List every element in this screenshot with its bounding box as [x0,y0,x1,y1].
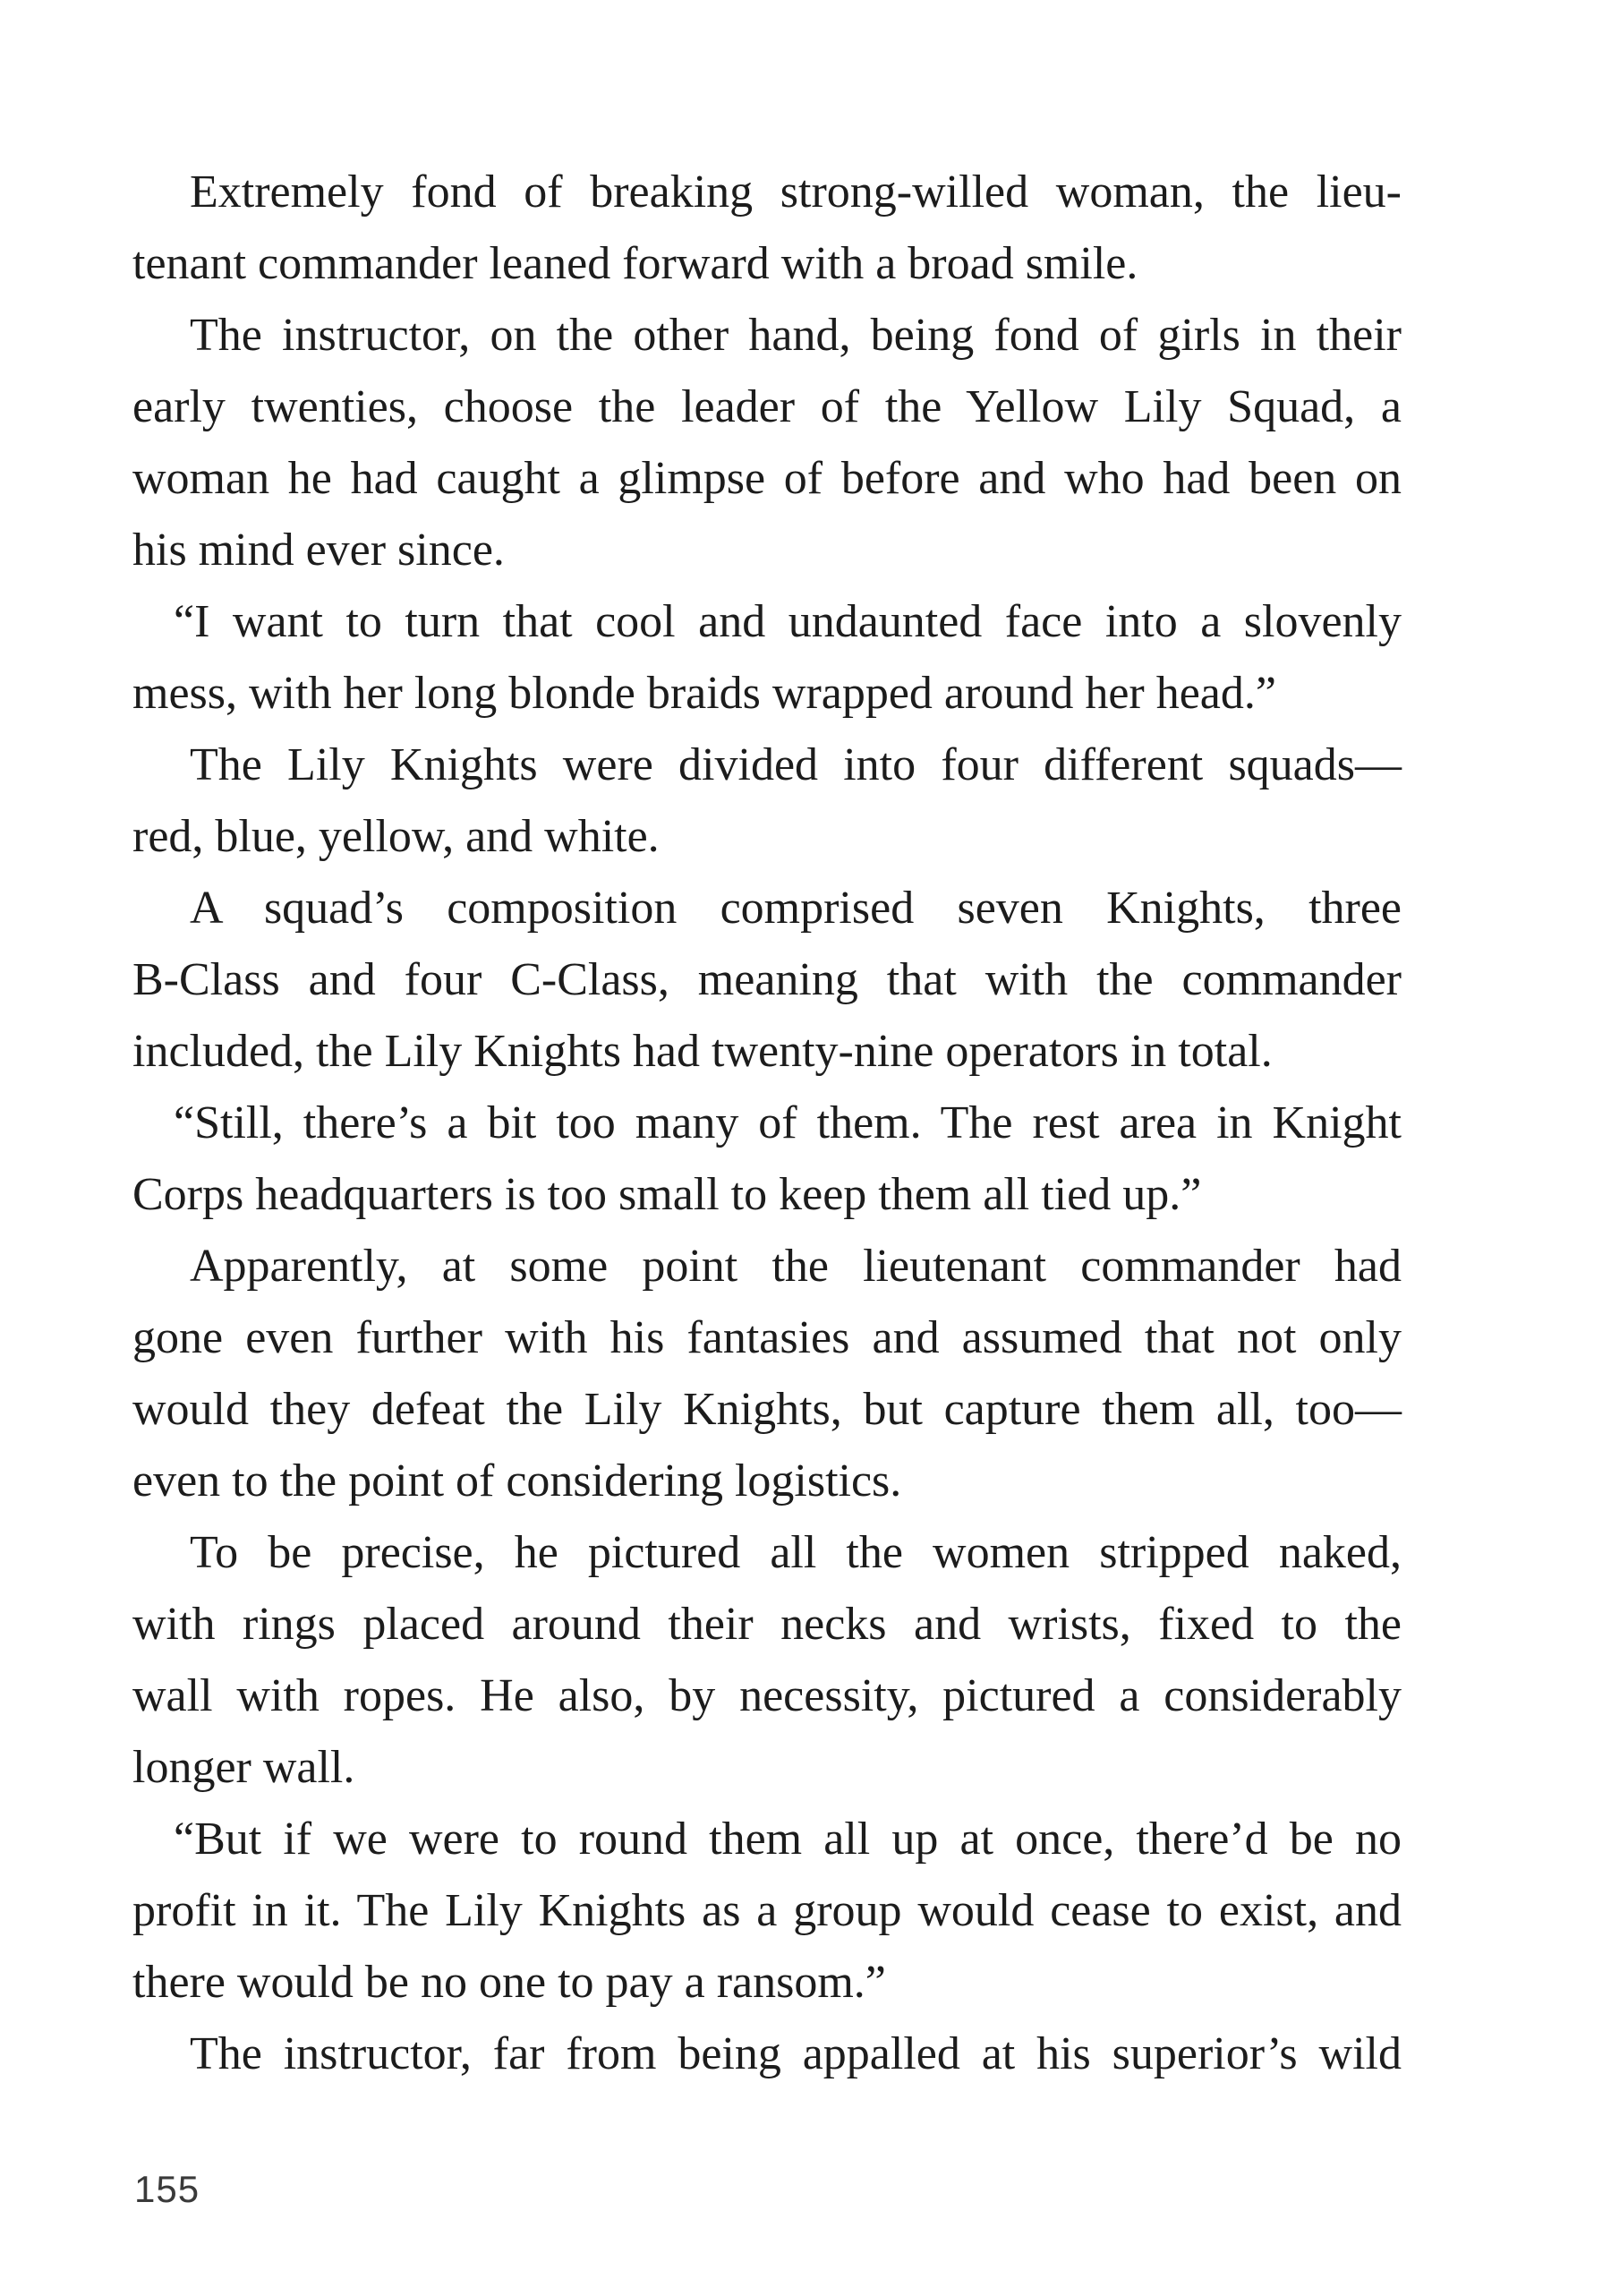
text-line: would they defeat the Lily Knights, but capture them all, too— [132,1384,1402,1435]
text-line: wall with ropes. He also, by necessity, pictured a considerably [132,1670,1402,1721]
text-line: even to the point of considering logistics. [132,1455,902,1506]
text-line: red, blue, yellow, and white. [132,811,660,862]
text-line: A squad’s composition comprised seven Knights, three [190,883,1402,934]
text-line: Apparently, at some point the lieutenant commander had [190,1241,1402,1292]
page-number: 155 [134,2168,200,2210]
text-line: “But if we were to round them all up at once, there’d be no [174,1814,1402,1865]
text-line: “I want to turn that cool and undaunted face into a slovenly [174,596,1402,647]
text-line: included, the Lily Knights had twenty-nine operators in total. [132,1026,1273,1077]
text-line: there would be no one to pay a ransom.” [132,1957,886,2008]
text-line: early twenties, choose the leader of the Yellow Lily Squad, a [132,381,1402,432]
text-line: The instructor, far from being appalled at his superior’s wild [190,2028,1402,2079]
text-line: gone even further with his fantasies and assumed that not only [132,1312,1402,1363]
text-line: with rings placed around their necks and wrists, fixed to the [132,1599,1402,1650]
text-line: B-Class and four C-Class, meaning that with the commander [132,954,1402,1005]
text-line: tenant commander leaned forward with a broad smile. [132,238,1138,289]
text-line: The instructor, on the other hand, being fond of girls in their [190,310,1402,361]
text-line: To be precise, he pictured all the women stripped naked, [190,1527,1402,1578]
text-line: woman he had caught a glimpse of before and who had been on [132,453,1402,504]
body-text [132,157,1402,2090]
text-line: “Still, there’s a bit too many of them. The rest area in Knight [174,1097,1402,1148]
text-line: mess, with her long blonde braids wrapped around her head.” [132,668,1276,719]
text-line: his mind ever since. [132,525,505,576]
text-line: longer wall. [132,1742,355,1793]
text-line: Corps headquarters is too small to keep them all tied up.” [132,1169,1202,1220]
text-line: The Lily Knights were divided into four different squads— [190,739,1402,790]
text-line: Extremely fond of breaking strong-willed woman, the lieu- [190,166,1402,218]
text-line: profit in it. The Lily Knights as a group would cease to exist, and [132,1885,1402,1936]
